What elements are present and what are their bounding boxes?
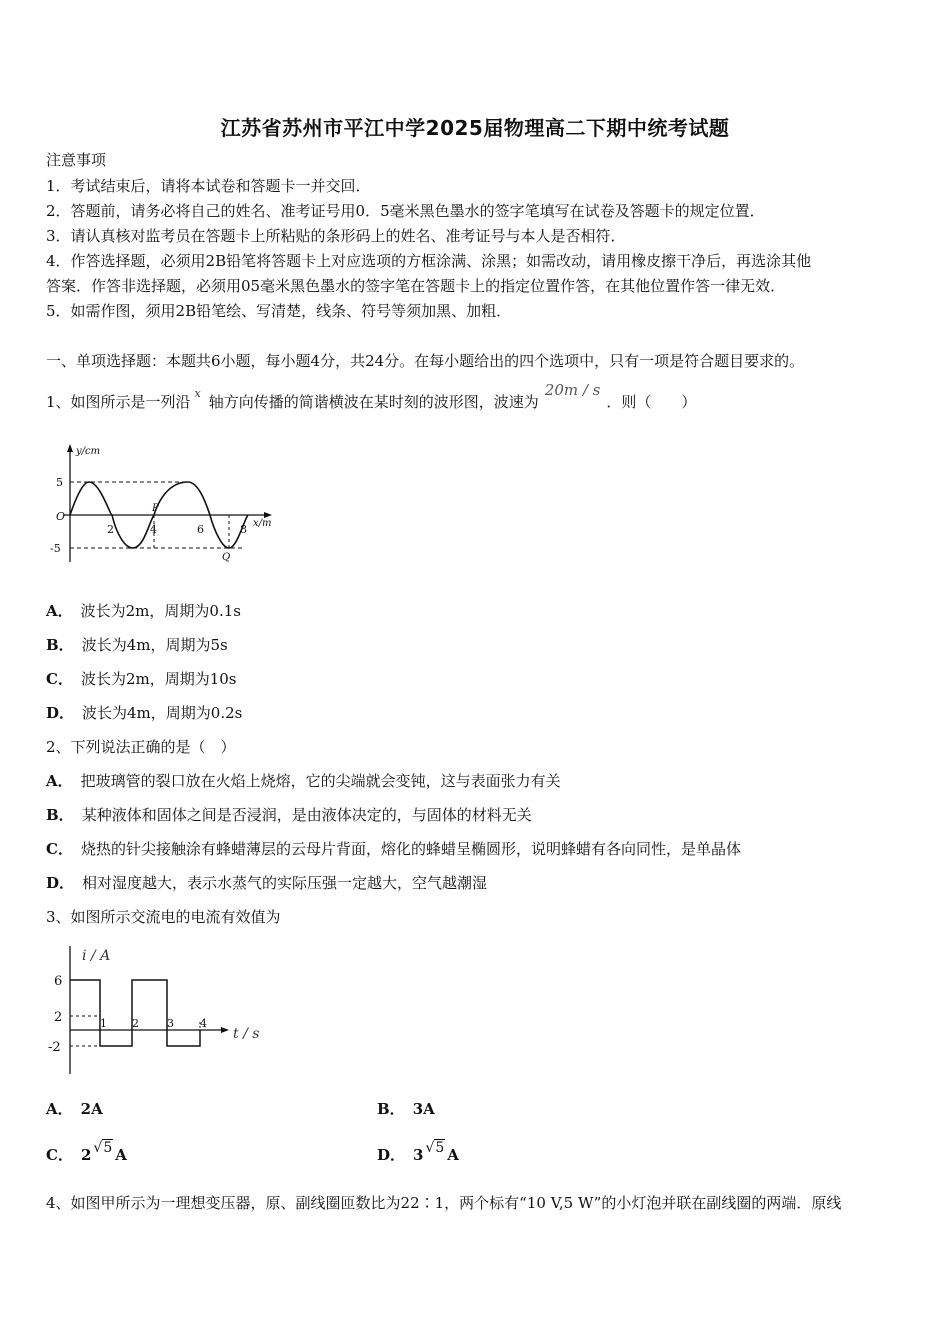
paper-title: 江苏省苏州市平江中学2025届物理高二下期中统考试题 — [220, 116, 730, 140]
x-tick-4: 4 — [200, 1017, 207, 1030]
q1-var-x: x — [194, 387, 201, 400]
y-tick-neg5: -5 — [50, 542, 61, 555]
q1-option-a[interactable] — [46, 601, 241, 621]
section-heading: 一、单项选择题：本题共6小题，每小题4分，共24分。在每小题给出的四个选项中，只有一项是符合题目要求的。 — [46, 352, 805, 370]
x-label: t / s — [233, 1026, 260, 1042]
option-text: 3A — [412, 1100, 435, 1118]
x-axis-arrow — [221, 1027, 229, 1033]
q3-current-graph — [40, 940, 280, 1080]
option-letter: B． — [46, 636, 74, 654]
option-text: 波长为4m，周期为5s — [81, 636, 228, 654]
point-q-label: Q — [222, 552, 231, 563]
option-text: 相对湿度越大，表示水蒸气的实际压强一定越大，空气越潮湿 — [82, 874, 488, 892]
x-label: x/m — [253, 518, 272, 529]
x-tick-3: 3 — [167, 1017, 174, 1030]
y-label: i / A — [82, 948, 111, 964]
sqrt-symbol: √5 — [93, 1140, 113, 1156]
sqrt-symbol: √5 — [425, 1140, 445, 1156]
option-letter: C． — [46, 1146, 73, 1164]
q1-stem-part2: 轴方向传播的简谐横波在某时刻的波形图，波速为 — [208, 393, 539, 411]
option-letter: D． — [377, 1146, 406, 1164]
question-3-stem: 3、如图所示交流电的电流有效值为 — [46, 908, 281, 926]
option-unit: A — [115, 1146, 127, 1164]
question-1-stem — [46, 381, 697, 414]
option-letter: A． — [46, 602, 73, 620]
notice-item: 1．考试结束后，请将本试卷和答题卡一并交回． — [46, 177, 371, 195]
x-tick-1: 1 — [100, 1017, 107, 1030]
q3-option-d[interactable] — [377, 1140, 459, 1166]
option-text: 2A — [80, 1100, 103, 1118]
y-label: y/cm — [76, 446, 101, 457]
x-tick-4: 4 — [150, 523, 157, 536]
x-tick-2: 2 — [132, 1017, 139, 1030]
option-coef: 3 — [413, 1146, 424, 1164]
option-letter: B． — [46, 806, 74, 824]
q2-option-a[interactable] — [46, 771, 561, 791]
sqrt-radicand: 5 — [435, 1140, 445, 1156]
option-letter: A． — [46, 1100, 73, 1118]
q1-stem-part1: 1、如图所示是一列沿 — [46, 393, 191, 411]
option-letter: D． — [46, 874, 75, 892]
option-text: 波长为4m，周期为0.2s — [82, 704, 243, 722]
notice-heading: 注意事项 — [46, 151, 107, 169]
notice-item: 5．如需作图，须用2B铅笔绘、写清楚，线条、符号等须加黑、加粗． — [46, 302, 512, 320]
option-letter: C． — [46, 840, 73, 858]
q2-option-c[interactable] — [46, 839, 741, 859]
x-tick-6: 6 — [197, 523, 204, 536]
q1-wave-graph — [40, 440, 290, 570]
notice-item: 4．作答选择题，必须用2B铅笔将答题卡上对应选项的方框涂满、涂黑；如需改动，请用橡皮擦干净后，再选涂其他 — [46, 252, 812, 270]
sqrt-radicand: 5 — [103, 1140, 113, 1156]
option-coef: 2 — [80, 1146, 92, 1164]
x-tick-8: 8 — [240, 523, 247, 536]
y-tick-neg2: -2 — [48, 1040, 61, 1055]
option-text: 烧热的针尖接触涂有蜂蜡薄层的云母片背面，熔化的蜂蜡呈椭圆形，说明蜂蜡有各向同性，是单晶体 — [80, 840, 741, 858]
q1-option-c[interactable] — [46, 669, 237, 689]
x-tick-2: 2 — [107, 523, 114, 536]
q1-speed: 20m / s — [544, 381, 601, 399]
option-text: 把玻璃管的裂口放在火焰上烧熔，它的尖端就会变钝，这与表面张力有关 — [80, 772, 561, 790]
y-tick-5: 5 — [56, 476, 63, 489]
question-4-stem: 4、如图甲所示为一理想变压器，原、副线圈匝数比为22∶1，两个标有“10 V,5 W”的小灯泡并联在副线圈的两端．原线 — [46, 1194, 842, 1212]
y-tick-2: 2 — [54, 1010, 63, 1025]
origin-label: O — [56, 510, 66, 523]
point-p-label: P — [152, 503, 159, 514]
q3-option-b[interactable] — [377, 1099, 435, 1119]
q2-option-d[interactable] — [46, 873, 487, 893]
q1-option-b[interactable] — [46, 635, 228, 655]
q1-option-d[interactable] — [46, 703, 242, 723]
option-letter: C． — [46, 670, 73, 688]
q3-option-a[interactable] — [46, 1099, 103, 1119]
q2-option-b[interactable] — [46, 805, 532, 825]
option-text: 某种液体和固体之间是否浸润，是由液体决定的，与固体的材料无关 — [81, 806, 532, 824]
option-text: 波长为2m，周期为10s — [80, 670, 237, 688]
option-letter: D． — [46, 704, 75, 722]
current-waveform — [70, 980, 200, 1046]
y-tick-6: 6 — [54, 974, 63, 989]
y-axis-arrow — [67, 444, 73, 452]
notice-item: 3．请认真核对监考员在答题卡上所粘贴的条形码上的姓名、准考证号与本人是否相符． — [46, 227, 626, 245]
option-letter: B． — [377, 1100, 405, 1118]
question-2-stem: 2、下列说法正确的是（ ） — [46, 738, 236, 756]
notice-item: 答案．作答非选择题，必须用05毫米黑色墨水的签字笔在答题卡上的指定位置作答，在其他位置作答一律无效． — [46, 277, 786, 295]
option-unit: A — [447, 1146, 459, 1164]
q3-option-c[interactable] — [46, 1140, 127, 1166]
option-text: 波长为2m，周期为0.1s — [80, 602, 241, 620]
q1-stem-part3: ．则（ ） — [606, 393, 697, 411]
option-letter: A． — [46, 772, 73, 790]
notice-item: 2．答题前，请务必将自己的姓名、准考证号用0．5毫米黑色墨水的签字笔填写在试卷及答题卡的规定位置． — [46, 202, 765, 220]
